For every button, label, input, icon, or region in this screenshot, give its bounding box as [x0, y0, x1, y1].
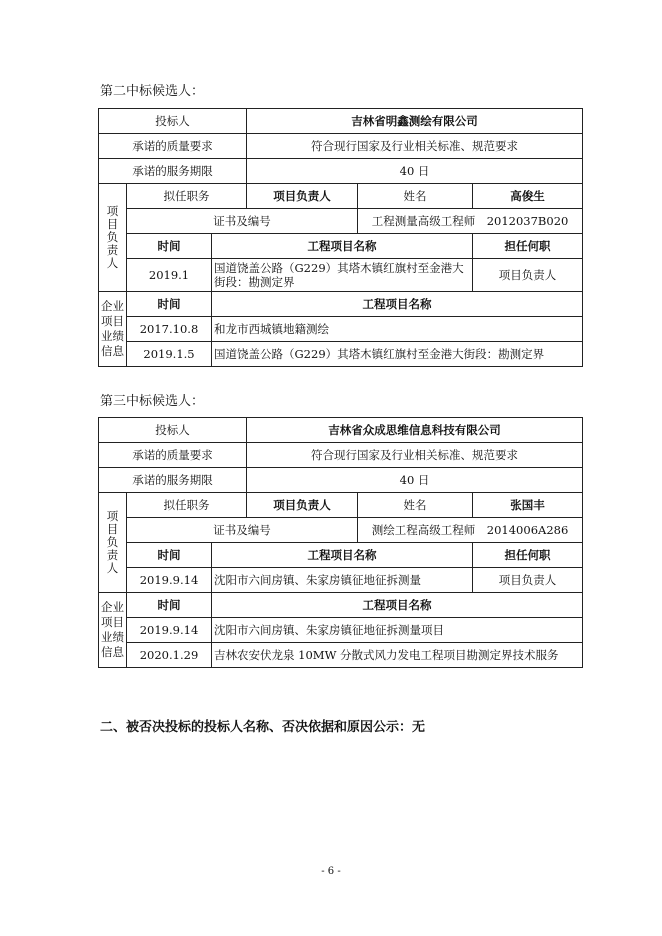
role-header: 担任何职 [473, 543, 583, 568]
manager-project-name: 国道饶盖公路（G229）其塔木镇红旗村至金港大街段：勘测定界 [212, 259, 473, 292]
time-header: 时间 [127, 234, 212, 259]
company-project-time: 2019.1.5 [127, 342, 212, 367]
project-name-header: 工程项目名称 [212, 234, 473, 259]
bidder-value: 吉林省明鑫测绘有限公司 [247, 109, 583, 134]
manager-project-header [99, 234, 583, 259]
position-row [99, 184, 583, 209]
company-project-name: 和龙市西城镇地籍测绘 [212, 317, 583, 342]
manager-name: 高俊生 [473, 184, 583, 209]
quality-label: 承诺的质量要求 [99, 443, 247, 468]
role-header: 担任何职 [473, 234, 583, 259]
cert-value: 工程测量高级工程师 2012037B020 [358, 209, 583, 234]
time-header: 时间 [127, 543, 212, 568]
manager-section-label [99, 184, 127, 292]
time-header: 时间 [127, 292, 212, 317]
cert-label: 证书及编号 [127, 209, 358, 234]
manager-project-time: 2019.9.14 [127, 568, 212, 593]
manager-section-label [99, 493, 127, 593]
manager-project-name: 沈阳市六间房镇、朱家房镇征地征拆测量 [212, 568, 473, 593]
project-name-header: 工程项目名称 [212, 292, 583, 317]
company-project-name: 吉林农安伏龙泉 10MW 分散式风力发电工程项目勘测定界技术服务 [212, 643, 583, 668]
candidate-table [98, 417, 583, 668]
position-label: 拟任职务 [127, 493, 247, 518]
cert-value: 测绘工程高级工程师 2014006A286 [358, 518, 583, 543]
cert-row [99, 518, 583, 543]
quality-row [99, 443, 583, 468]
manager-project-header [99, 543, 583, 568]
period-row [99, 159, 583, 184]
company-project-row [99, 643, 583, 668]
position-value: 项目负责人 [247, 493, 358, 518]
manager-project-row [99, 259, 583, 292]
position-value: 项目负责人 [247, 184, 358, 209]
page-number: - 6 - [321, 866, 341, 877]
period-row [99, 468, 583, 493]
company-project-header [99, 593, 583, 618]
bidder-label: 投标人 [99, 109, 247, 134]
bidder-label: 投标人 [99, 418, 247, 443]
company-project-name: 沈阳市六间房镇、朱家房镇征地征拆测量项目 [212, 618, 583, 643]
manager-project-role: 项目负责人 [473, 259, 583, 292]
manager-project-role: 项目负责人 [473, 568, 583, 593]
bidder-row [99, 109, 583, 134]
manager-section-label-text: 项目负责人 [106, 509, 119, 575]
quality-value: 符合现行国家及行业相关标准、规范要求 [247, 443, 583, 468]
quality-value: 符合现行国家及行业相关标准、规范要求 [247, 134, 583, 159]
manager-project-row [99, 568, 583, 593]
time-header: 时间 [127, 593, 212, 618]
cert-row [99, 209, 583, 234]
quality-label: 承诺的质量要求 [99, 134, 247, 159]
second-candidate-heading: 第二中标候选人： [100, 84, 205, 99]
company-project-row [99, 317, 583, 342]
project-name-header: 工程项目名称 [212, 543, 473, 568]
manager-name: 张国丰 [473, 493, 583, 518]
period-label: 承诺的服务期限 [99, 468, 247, 493]
position-label: 拟任职务 [127, 184, 247, 209]
position-row [99, 493, 583, 518]
third-candidate-heading: 第三中标候选人： [100, 394, 205, 409]
company-project-row [99, 618, 583, 643]
period-value: 40 日 [247, 159, 583, 184]
name-label: 姓名 [358, 493, 473, 518]
company-section-label [99, 593, 127, 668]
manager-project-time: 2019.1 [127, 259, 212, 292]
candidate-table [98, 108, 583, 367]
company-project-time: 2019.9.14 [127, 618, 212, 643]
bidder-value: 吉林省众成思维信息科技有限公司 [247, 418, 583, 443]
period-value: 40 日 [247, 468, 583, 493]
company-project-row [99, 342, 583, 367]
company-section-label [99, 292, 127, 367]
cert-label: 证书及编号 [127, 518, 358, 543]
rejected-bidders-heading: 二、被否决投标的投标人名称、否决依据和原因公示：无 [100, 720, 426, 735]
bidder-row [99, 418, 583, 443]
project-name-header: 工程项目名称 [212, 593, 583, 618]
name-label: 姓名 [358, 184, 473, 209]
company-project-time: 2017.10.8 [127, 317, 212, 342]
period-label: 承诺的服务期限 [99, 159, 247, 184]
company-section-label-text: 企业项目业绩信息 [101, 299, 124, 358]
company-project-header [99, 292, 583, 317]
company-section-label-text: 企业项目业绩信息 [101, 600, 124, 659]
quality-row [99, 134, 583, 159]
company-project-name: 国道饶盖公路（G229）其塔木镇红旗村至金港大街段：勘测定界 [212, 342, 583, 367]
manager-section-label-text: 项目负责人 [106, 204, 119, 270]
company-project-time: 2020.1.29 [127, 643, 212, 668]
